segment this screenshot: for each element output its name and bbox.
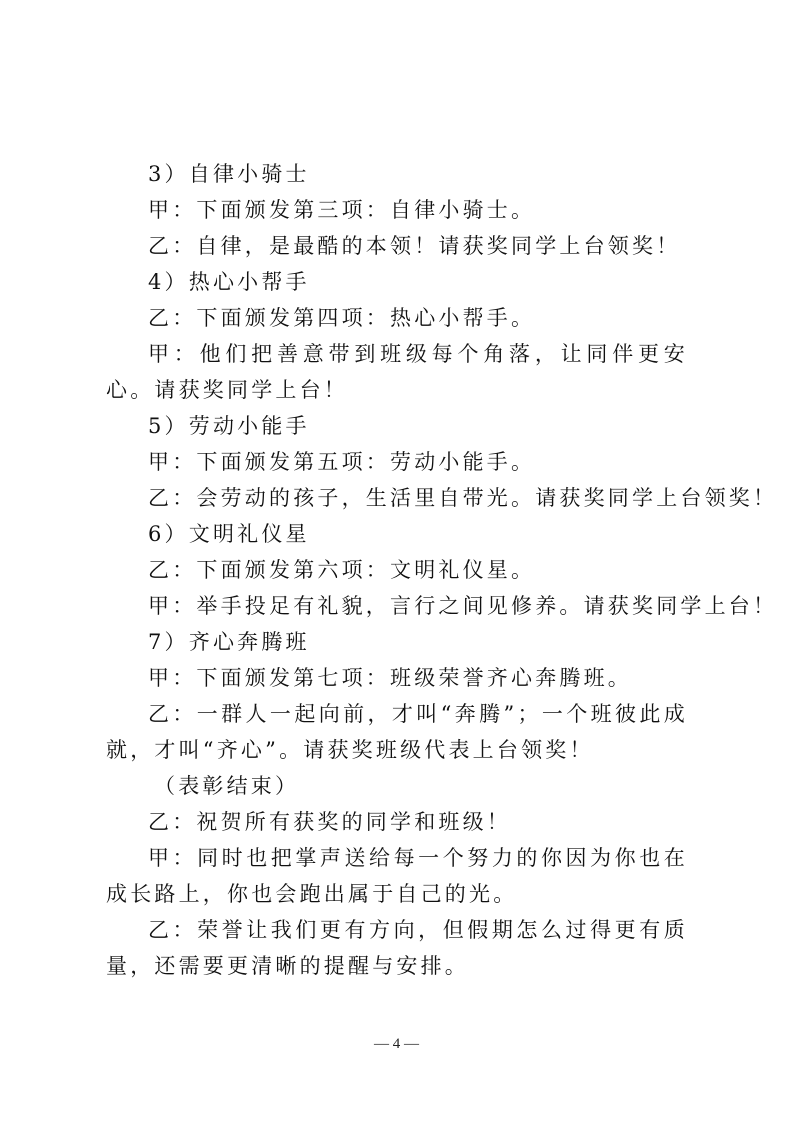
- dialogue-line: 甲：举手投足有礼貌，言行之间见修养。请获奖同学上台！: [148, 594, 778, 618]
- award-heading-6: 6）文明礼仪星: [148, 522, 310, 546]
- dialogue-paragraph: 甲：同时也把掌声送给每一个努力的你因为你也在成长路上，你也会跑出属于自己的光。: [106, 846, 688, 906]
- page-number: — 4 —: [374, 1036, 419, 1052]
- award-heading-3: 3）自律小骑士: [148, 162, 310, 186]
- dialogue-line: 甲：下面颁发第五项：劳动小能手。: [148, 450, 536, 474]
- dialogue-paragraph: 甲：他们把善意带到班级每个角落，让同伴更安心。请获奖同学上台！: [106, 342, 688, 402]
- award-heading-4: 4）热心小帮手: [148, 270, 310, 294]
- document-body: [106, 156, 778, 984]
- dialogue-line: 乙：祝贺所有获奖的同学和班级！: [148, 810, 511, 834]
- dialogue-line: 乙：自律，是最酷的本领！请获奖同学上台领奖！: [148, 234, 681, 258]
- dialogue-line: 甲：下面颁发第三项：自律小骑士。: [148, 198, 536, 222]
- award-heading-5: 5）劳动小能手: [148, 414, 310, 438]
- dialogue-line: 乙：下面颁发第四项：热心小帮手。: [148, 306, 536, 330]
- award-heading-7: 7）齐心奔腾班: [148, 630, 310, 654]
- dialogue-paragraph: 乙：荣誉让我们更有方向，但假期怎么过得更有质量，还需要更清晰的提醒与安排。: [106, 918, 688, 978]
- dialogue-line: 乙：会劳动的孩子，生活里自带光。请获奖同学上台领奖！: [148, 486, 778, 510]
- dialogue-line: 甲：下面颁发第七项：班级荣誉齐心奔腾班。: [148, 666, 632, 690]
- stage-direction: （表彰结束）: [154, 774, 300, 798]
- dialogue-line: 乙：下面颁发第六项：文明礼仪星。: [148, 558, 536, 582]
- dialogue-paragraph: 乙：一群人一起向前，才叫“奔腾”；一个班彼此成就，才叫“齐心”。请获奖班级代表上台领奖！: [106, 702, 688, 762]
